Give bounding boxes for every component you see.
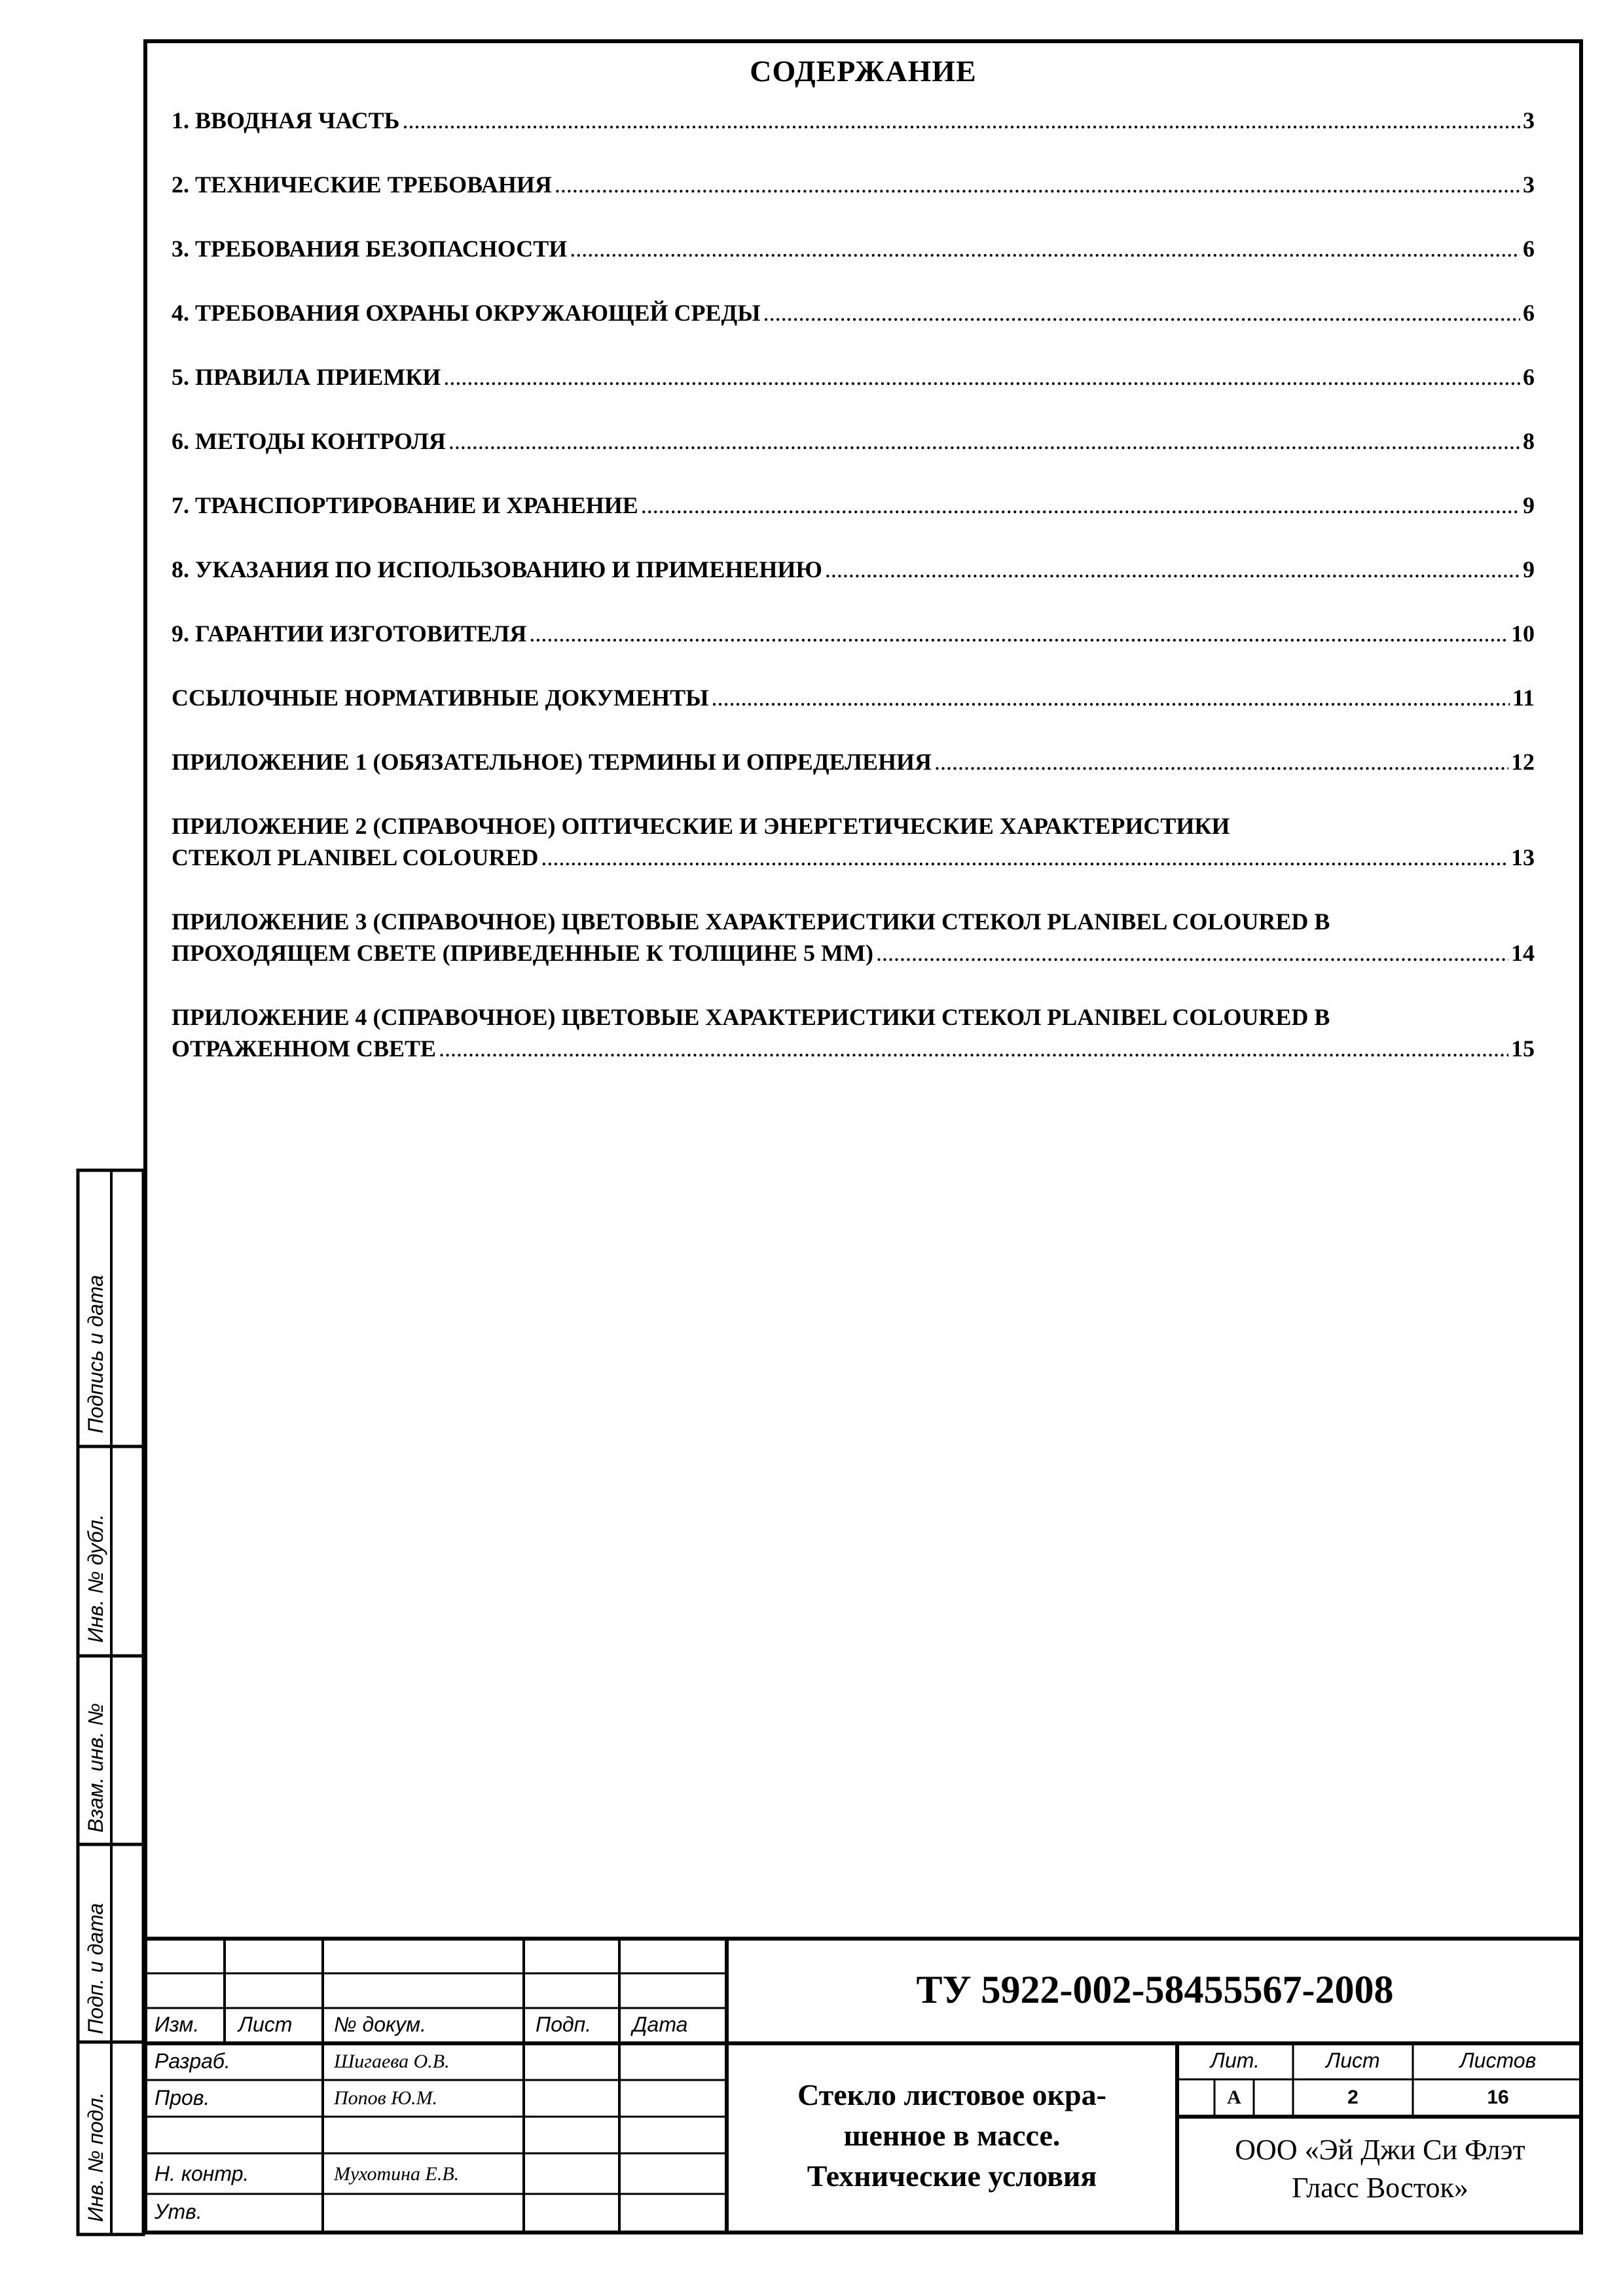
toc-entry-page: 11 <box>1512 685 1535 711</box>
organization-line-2: Гласс Восток» <box>1292 2172 1468 2204</box>
toc-entry-page: 15 <box>1511 1035 1535 1062</box>
toc-entry-page: 14 <box>1511 940 1535 966</box>
name-developer: Шигаева О.В. <box>334 2051 450 2072</box>
side-label-replace-inv: Взам. инв. № <box>84 1703 107 1833</box>
toc-entry-title: 8. УКАЗАНИЯ ПО ИСПОЛЬЗОВАНИЮ И ПРИМЕНЕНИЮ <box>172 556 822 583</box>
toc-entry-title: 7. ТРАНСПОРТИРОВАНИЕ И ХРАНЕНИЕ <box>172 492 638 518</box>
header-signature: Подп. <box>536 2013 592 2036</box>
toc-entry-title: ССЫЛОЧНЫЕ НОРМАТИВНЫЕ ДОКУМЕНТЫ <box>172 685 709 711</box>
header-document-number: № докум. <box>334 2013 426 2036</box>
toc-entry-page: 8 <box>1523 428 1535 454</box>
role-developer: Разраб. <box>155 2049 230 2073</box>
toc-entry-first-line: ПРИЛОЖЕНИЕ 3 (СПРАВОЧНОЕ) ЦВЕТОВЫЕ ХАРАКТЕРИСТИКИ СТЕКОЛ PLANIBEL COLOURED В <box>172 908 1330 935</box>
side-label-duplicate-inv: Инв. № дубл. <box>84 1514 107 1643</box>
side-label-original-inv: Инв. № подл. <box>84 2092 107 2222</box>
toc-entry-title: ОТРАЖЕННОМ СВЕТЕ <box>172 1035 437 1062</box>
toc-entry-title: ПРИЛОЖЕНИЕ 1 (ОБЯЗАТЕЛЬНОЕ) ТЕРМИНЫ И ОПРЕДЕЛЕНИЯ <box>172 749 932 775</box>
toc-entry-page: 3 <box>1523 107 1535 134</box>
toc-entry-title: 1. ВВОДНАЯ ЧАСТЬ <box>172 107 400 134</box>
document-title-line-3: Технические условия <box>807 2159 1097 2193</box>
toc-entry-page: 6 <box>1523 300 1535 326</box>
lit-label: Лит. <box>1211 2049 1260 2072</box>
toc-entry-title: 5. ПРАВИЛА ПРИЕМКИ <box>172 364 441 390</box>
side-label-sign-date: Подп. и дата <box>84 1903 107 2034</box>
organization <box>1177 2131 1583 2207</box>
toc-entry-title: ПРОХОДЯЩЕМ СВЕТЕ (ПРИВЕДЕННЫЕ К ТОЛЩИНЕ 5 ММ) <box>172 940 874 966</box>
toc-entry-title: 6. МЕТОДЫ КОНТРОЛЯ <box>172 428 446 454</box>
header-list: Лист <box>238 2013 293 2036</box>
toc-entry-title: 4. ТРЕБОВАНИЯ ОХРАНЫ ОКРУЖАЮЩЕЙ СРЕДЫ <box>172 300 761 326</box>
toc-entry-first-line: ПРИЛОЖЕНИЕ 4 (СПРАВОЧНОЕ) ЦВЕТОВЫЕ ХАРАКТЕРИСТИКИ СТЕКОЛ PLANIBEL COLOURED В <box>172 1004 1330 1030</box>
toc-entry-page: 13 <box>1511 844 1535 870</box>
document-title-line-1: Стекло листовое окра- <box>797 2078 1106 2111</box>
toc-entry-title: 2. ТЕХНИЧЕСКИЕ ТРЕБОВАНИЯ <box>172 171 552 198</box>
toc-entry-title: СТЕКОЛ PLANIBEL COLOURED <box>172 844 539 870</box>
sheets-total-label: Листов <box>1459 2049 1537 2072</box>
toc-entry-page: 3 <box>1523 171 1535 198</box>
lit-value: А <box>1227 2087 1241 2108</box>
toc-entry-page: 9 <box>1523 492 1535 518</box>
sheet-number: 2 <box>1347 2087 1359 2108</box>
toc-entry-title: 3. ТРЕБОВАНИЯ БЕЗОПАСНОСТИ <box>172 236 568 262</box>
toc-entry-page: 6 <box>1523 236 1535 262</box>
name-norm-control: Мухотина Е.В. <box>334 2163 460 2185</box>
role-norm-control: Н. контр. <box>155 2162 249 2185</box>
role-approver: Утв. <box>155 2200 202 2223</box>
header-izm: Изм. <box>155 2013 200 2036</box>
name-checker: Попов Ю.М. <box>334 2087 438 2109</box>
toc-entry-page: 9 <box>1523 556 1535 583</box>
organization-line-1: ООО «Эй Джи Си Флэт <box>1235 2134 1525 2166</box>
sheet-label: Лист <box>1326 2049 1380 2072</box>
toc-entry-first-line: ПРИЛОЖЕНИЕ 2 (СПРАВОЧНОЕ) ОПТИЧЕСКИЕ И ЭНЕРГЕТИЧЕСКИЕ ХАРАКТЕРИСТИКИ <box>172 813 1230 839</box>
side-label-signature-date: Подпись и дата <box>84 1274 107 1433</box>
document-code: ТУ 5922-002-58455567-2008 <box>916 1968 1394 2011</box>
document-title <box>727 2075 1177 2197</box>
role-checker: Пров. <box>155 2086 210 2109</box>
header-date: Дата <box>632 2013 688 2036</box>
toc-entry-title: 9. ГАРАНТИИ ИЗГОТОВИТЕЛЯ <box>172 620 527 647</box>
toc-entry-page: 6 <box>1523 364 1535 390</box>
contents-title: СОДЕРЖАНИЕ <box>750 54 977 88</box>
sheets-total: 16 <box>1487 2087 1509 2108</box>
document-title-line-2: шенное в массе. <box>843 2119 1061 2152</box>
toc-entry-page: 12 <box>1511 749 1535 775</box>
toc-entry-page: 10 <box>1511 620 1535 647</box>
